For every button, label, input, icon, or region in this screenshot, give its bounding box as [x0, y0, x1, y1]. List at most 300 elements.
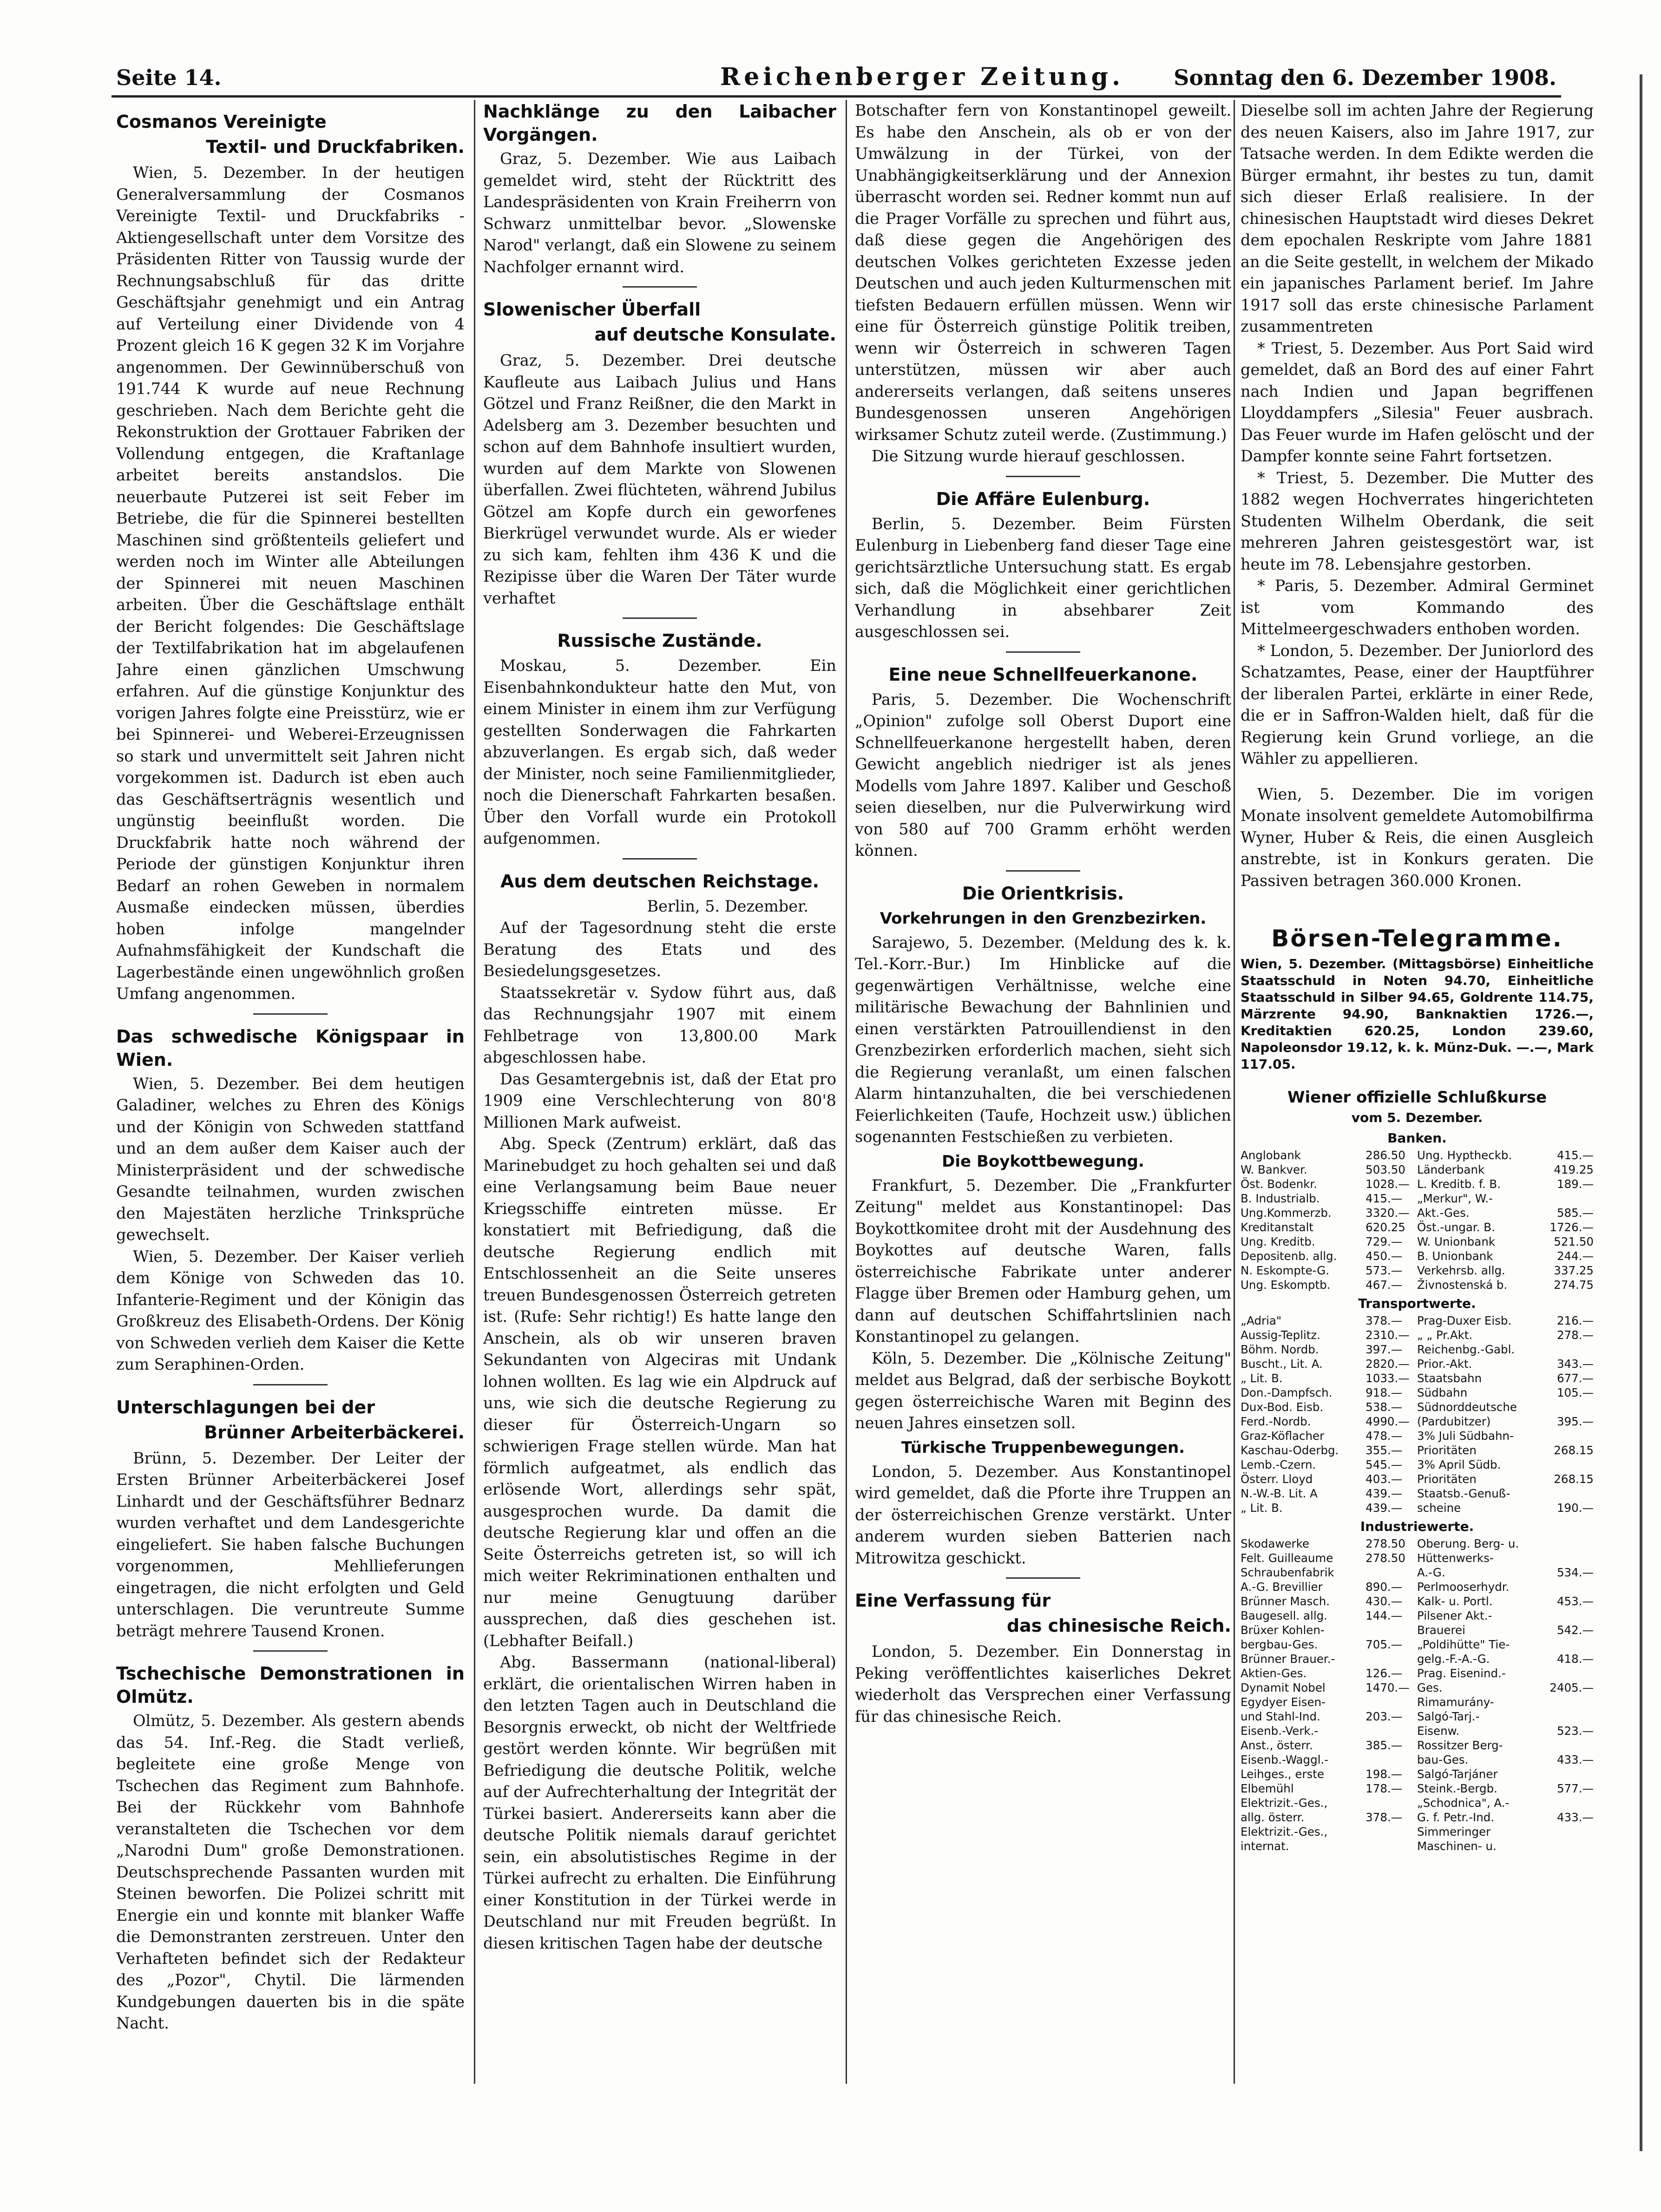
- security-price: [1542, 1580, 1594, 1594]
- security-price: 385.—: [1366, 1739, 1403, 1752]
- article-paragraph: Botschafter fern von Konstantinopel geweilt. Es habe den Anschein, als ob er von der Umwälzung in der Türkei, von der Unabhängigkeitserklärung und der Annexion überrascht worden sei. Redner kommt nun auf die Prager Vorfälle zu sprechen und führt aus, daß diese gegen die Angehörigen des deutschen Volkes gerichteten Exzesse jeden Deutschen und auch jeden Kulturmenschen mit tiefsten Bedauern erfüllen müssen. Wenn wir eine für Österreich günstige Politik treiben, wenn wir Österreich in schweren Tagen unterstützen, müssen wir aber auch andererseits verlangen, daß seitens unseres Bundesgenossen unseren Angehörigen wirksamer Schutz zuteil werde. (Zustimmung.): [855, 101, 1231, 444]
- security-name: Ung. Hyptheckb.: [1417, 1149, 1512, 1162]
- security-name: Kaschau-Oderbg.: [1241, 1444, 1339, 1457]
- article-paragraph: Berlin, 5. Dezember. Beim Fürsten Eulenburg in Liebenberg fand dieser Tage eine gerichtsärztliche Untersuchung statt. Es ergab sich, daß die Möglichkeit einer gerichtlichen Verhandlung in absehbarer Zeit ausgeschlossen sei.: [855, 514, 1231, 641]
- article-headline: Das schwedische Königspaar in Wien.: [116, 1026, 465, 1070]
- dateline: Berlin, 5. Dezember.: [647, 897, 808, 915]
- security-price: 503.50: [1366, 1163, 1405, 1176]
- security-price: 542.—: [1556, 1623, 1594, 1637]
- quote-row: [1241, 1472, 1594, 1486]
- security-name: Aussig-Teplitz.: [1241, 1328, 1321, 1342]
- security-name: Prior.-Akt.: [1417, 1357, 1472, 1371]
- security-price: 705.—: [1366, 1638, 1403, 1651]
- security-price: [1542, 1608, 1594, 1623]
- quote-row: [1241, 1486, 1594, 1501]
- article-paragraph: Abg. Bassermann (national-liberal) erklärt, die orientalischen Wirren haben in den letzten Tagen auch in Deutschland die Besorgnis erweckt, ob nicht der Weltfriede gestört werden könnte. Wir begrüßen mit Befriedigung die deutsche Politik, welche auf der Aufrechterhaltung der Integrität der Türkei basiert. Andererseits kann aber die deutsche Politik niemals darauf gerichtet sein, ein absolutistisches Regime in der Türkei aufrecht zu erhalten. Die Einführung einer Konstitution in der Türkei werde in Deutschland nur mit Freuden begrüßt. In diesen kritischen Tagen habe der deutsche: [483, 1653, 836, 1952]
- security-name: Öst. Bodenkr.: [1241, 1177, 1317, 1191]
- article-headline: Slowenischer Überfall: [483, 299, 701, 320]
- security-name: „ „ Pr.Akt.: [1417, 1328, 1473, 1342]
- security-name: 3% Juli Südbahn-: [1417, 1429, 1514, 1443]
- quote-row: [1241, 1249, 1594, 1263]
- quote-row: [1241, 1429, 1594, 1443]
- security-price: [1542, 1666, 1594, 1680]
- security-name: bergbau-Ges.: [1241, 1638, 1318, 1651]
- article-paragraph: Staatssekretär v. Sydow führt aus, daß das Rechnungsjahr 1907 mit einem Fehlbetrage von 13,800.00 Mark abgeschlossen habe.: [483, 983, 836, 1066]
- article-paragraph: Graz, 5. Dezember. Wie aus Laibach gemeldet wird, steht der Rücktritt des Landespräsidenten von Krain Freiherrn von Schwarz unmittelbar bevor. „Slowenske Narod" verlangt, daß ein Slowene zu seinem Nachfolger ernannt wird.: [483, 150, 836, 276]
- security-price: 278.50: [1366, 1551, 1405, 1565]
- security-name: Staatsbahn: [1417, 1372, 1482, 1385]
- quote-row: [1241, 1263, 1594, 1278]
- security-name: Ung. Eskomptb.: [1241, 1278, 1331, 1292]
- security-name: Brünner Brauer.-: [1241, 1652, 1335, 1666]
- article-paragraph: Dieselbe soll im achten Jahre der Regierung des neuen Kaisers, also im Jahre 1917, zur Tatsache werden. In dem Edikte werden die Bürger ermahnt, ihr bestes zu tun, damit sich dieser Erlaß realisiere. In der chinesischen Hauptstadt wird dieses Dekret dem epochalen Reskripte vom Jahre 1881 an die Seite gestellt, in welchem der Mikado ein japanisches Parlament berief. Im Jahre 1917 soll das erste chinesische Parlament zusammentreten: [1241, 101, 1594, 335]
- quote-row: [1241, 1839, 1594, 1853]
- security-name: Elektrizit.-Ges.,: [1241, 1796, 1328, 1810]
- quote-row: [1241, 1551, 1594, 1565]
- security-price: 244.—: [1556, 1249, 1594, 1263]
- security-name: Anglobank: [1241, 1149, 1301, 1162]
- security-name: internat.: [1241, 1839, 1289, 1853]
- security-name: scheine: [1417, 1501, 1461, 1515]
- quote-row: [1241, 1457, 1594, 1472]
- quote-row: [1241, 1385, 1594, 1400]
- security-name: „Merkur", W.-: [1417, 1192, 1493, 1205]
- security-name: Prioritäten: [1417, 1444, 1477, 1457]
- security-price: 585.—: [1556, 1206, 1594, 1220]
- security-name: Lemb.-Czern.: [1241, 1458, 1316, 1471]
- article-separator: [253, 1384, 328, 1385]
- bourse-title: Börsen-Telegramme.: [1271, 925, 1563, 952]
- quote-row: [1241, 1753, 1594, 1767]
- security-name: Kreditanstalt: [1241, 1221, 1313, 1234]
- quote-row: [1241, 1414, 1594, 1429]
- article-headline-line2: das chinesische Reich.: [1006, 1615, 1231, 1636]
- article-separator: [623, 858, 697, 860]
- security-price: [1366, 1695, 1417, 1709]
- security-price: 573.—: [1366, 1264, 1403, 1277]
- security-price: 467.—: [1366, 1278, 1403, 1292]
- security-price: 286.50: [1366, 1149, 1405, 1162]
- security-name: Rimamurány-: [1417, 1695, 1494, 1709]
- column-rule: [474, 100, 475, 2084]
- security-name: Ung. Kreditb.: [1241, 1235, 1315, 1248]
- security-name: Simmeringer: [1417, 1825, 1491, 1838]
- quote-row: [1241, 1796, 1594, 1810]
- article-paragraph: Brünn, 5. Dezember. Der Leiter der Ersten Brünner Arbeiterbäckerei Josef Linhardt und der Geschäftsführer Bednarz wurden verhaftet und dem Landesgerichte eingeliefert. Sie haben falsche Buchungen vorgenommen, Mehllieferungen eingetragen, die nicht erfolgten und Geld unterschlagen. Die veruntreute Summe beträgt mehrere Tausend Kronen.: [116, 1449, 465, 1640]
- article-separator: [1006, 651, 1080, 653]
- article-separator: [253, 1013, 328, 1015]
- industry-table: [1241, 1536, 1594, 1853]
- security-name: Kalk- u. Portl.: [1417, 1595, 1493, 1608]
- masthead-rule: [112, 95, 1561, 98]
- security-price: [1542, 1695, 1594, 1709]
- security-name: Eisenb.-Waggl.-: [1241, 1753, 1329, 1766]
- article-paragraph: Graz, 5. Dezember. Drei deutsche Kaufleute aus Laibach Julius und Hans Götzel und Franz Reißner, die den Markt in Adelsberg am 3. Dezember besuchten und schon auf dem Bahnhofe insultiert wurden, wurden auf dem Markte von Slowenen überfallen. Zwei flüchteten, während Jubilus Götzel am Kopfe durch ein geworfenes Bierkrügel verwundet wurde. Als er wieder zu sich kam, fehlten ihm 436 K und die Rezipisse über die Waren Der Täter wurde verhaftet: [483, 351, 836, 607]
- security-name: „ Lit. B.: [1241, 1501, 1283, 1515]
- security-price: 538.—: [1366, 1400, 1403, 1414]
- security-name: B. Unionbank: [1417, 1249, 1493, 1263]
- quote-row: [1241, 1738, 1594, 1753]
- article-paragraph: Die Sitzung wurde hierauf geschlossen.: [872, 447, 1186, 465]
- quote-row: [1241, 1443, 1594, 1457]
- security-price: 521.50: [1554, 1235, 1594, 1248]
- article-headline: Cosmanos Vereinigte: [116, 112, 327, 132]
- article-headline: Eine Verfassung für: [855, 1590, 1051, 1611]
- section-label-transport: Transportwerte.: [1358, 1296, 1476, 1311]
- security-price: 419.25: [1554, 1163, 1594, 1176]
- article-headline: Die Orientkrisis.: [962, 883, 1124, 904]
- security-name: Don.-Dampfsch.: [1241, 1386, 1333, 1399]
- security-price: 2820.—: [1366, 1357, 1410, 1371]
- security-name: Prag. Eisenind.-: [1417, 1667, 1506, 1680]
- security-price: 450.—: [1366, 1249, 1403, 1263]
- security-name: Skodawerke: [1241, 1537, 1309, 1550]
- quote-row: [1241, 1825, 1594, 1839]
- security-name: N. Eskompte-G.: [1241, 1264, 1330, 1277]
- article-paragraph: Wien, 5. Dezember. Bei dem heutigen Galadiner, welches zu Ehren des Königs und der Königin von Schweden stattfand und an dem außer dem Kaiser auch der Ministerpräsident und der schwedische Gesandte teilnahmen, wurden zwischen den Majestäten herzliche Trinksprüche gewechselt.: [116, 1074, 465, 1244]
- security-name: Leihges., erste: [1241, 1767, 1324, 1781]
- quote-row: [1241, 1162, 1594, 1177]
- security-price: 178.—: [1366, 1782, 1403, 1795]
- security-price: [1542, 1738, 1594, 1753]
- article-headline: Aus dem deutschen Reichstage.: [500, 871, 820, 892]
- article-subheadline: Die Boykottbewegung.: [942, 1152, 1144, 1171]
- article-separator: [1006, 476, 1080, 477]
- article-paragraph: Auf der Tagesordnung steht die erste Beratung des Etats und des Besiedelungsgesetzes.: [483, 919, 836, 980]
- news-item: * Triest, 5. Dezember. Die Mutter des 1882 wegen Hochverrates hingerichteten Studenten Wilhelm Oberdank, die seit mehreren Jahren geistesgestört war, ist heute im 78. Lebensjahre gestorben.: [1241, 468, 1594, 573]
- security-price: 190.—: [1556, 1501, 1594, 1515]
- article-headline: Unterschlagungen bei der: [116, 1397, 375, 1418]
- security-price: 1033.—: [1366, 1372, 1410, 1385]
- security-name: Oberung. Berg- u.: [1417, 1537, 1519, 1550]
- bourse-summary: Wien, 5. Dezember. (Mittagsbörse) Einheitliche Staatsschuld in Noten 94.70, Einheitliche Staatsschuld in Silber 94.65, Goldrente 114.75, Märzrente 94.90, Banknaktien 1726.—, Kreditaktien 620.25, London 239.60, Napoleonsdor 19.12, k. k. Münz-Duk. —.—, Mark 117.05.: [1241, 956, 1594, 1072]
- quote-row: [1241, 1342, 1594, 1357]
- quote-row: [1241, 1724, 1594, 1738]
- security-price: 189.—: [1556, 1177, 1594, 1191]
- masthead: [116, 60, 1556, 98]
- security-price: [1542, 1457, 1594, 1472]
- security-name: A.-G. Brevillier: [1241, 1580, 1323, 1594]
- security-price: [1542, 1551, 1594, 1565]
- security-name: A.-G.: [1417, 1566, 1445, 1579]
- security-price: 144.—: [1366, 1609, 1403, 1622]
- transport-table: [1241, 1313, 1594, 1515]
- quote-row: [1241, 1695, 1594, 1709]
- security-price: 395.—: [1556, 1415, 1594, 1428]
- article-paragraph: Moskau, 5. Dezember. Ein Eisenbahnkondukteur hatte den Mut, von einem Minister in einem ihm zur Verfügung gestellten Sonderwagen die Fahrkarten abzuverlangen. Es ergab sich, daß weder der Minister, noch seine Familienmitglieder, noch die Dienerschaft Fahrkarten besaßen. Über den Vorfall wurde ein Protokoll aufgenommen.: [483, 656, 836, 847]
- security-price: 534.—: [1556, 1566, 1594, 1579]
- article-separator: [1006, 1577, 1080, 1579]
- page-number: Seite 14.: [116, 65, 222, 90]
- security-price: 378.—: [1366, 1811, 1403, 1824]
- security-name: „ Lit. B.: [1241, 1372, 1283, 1385]
- security-name: Staatsb.-Genuß-: [1417, 1487, 1510, 1500]
- security-price: [1542, 1767, 1594, 1781]
- security-name: Živnostenská b.: [1417, 1278, 1508, 1292]
- quote-row: [1241, 1781, 1594, 1796]
- article-separator: [253, 1650, 328, 1652]
- quote-row: [1241, 1357, 1594, 1371]
- article-paragraph: Wien, 5. Dezember. In der heutigen Generalversammlung der Cosmanos Vereinigte Textil- und Druckfabriks - Aktiengesellschaft unter dem Vorsitze des Präsidenten Ritter von Taussig wurde der Rechnungsabschluß für das dritte Geschäftsjahr genehmigt und ein Antrag auf Verteilung einer Dividende von 4 Prozent gleich 16 K gegen 32 K im Vorjahre angenommen. Der Gewinnüberschuß von 191.744 K wurde auf neue Rechnung geschrieben. Nach dem Berichte geht die Rekonstruktion der Grottauer Fabriken der Vollendung entgegen, die Kraftanlage arbeitet bereits anstandslos. Die neuerbaute Putzerei ist seit Feber im Betriebe, die für die Spinnerei bestellten Maschinen sind größtenteils geliefert und werden noch im Winter alle Abteilungen der Spinnerei mit neuen Maschinen arbeiten. Über die Geschäftslage enthält der Bericht folgendes: Die Geschäftslage der Textilfabrikation hat im abgelaufenen Jahre einen gänzlichen Umschwung erfahren. Auf die günstige Konjunktur des vorigen Jahres folgte eine Preisstürz, wie er bei Spinnerei- und Weberei-Erzeugnissen so stark und unvermittelt seit Jahren nicht vorgekommen ist. Dadurch ist eben auch das Geschäftserträgnis wesentlich und ungünstig beeinflußt worden. Die Druckfabrik hatte noch während der Periode der günstigen Konjunktur ihren Bedarf an rohen Geweben in normalem Ausmaße eindecken müssen, überdies hoben infolge mangelnder Aufnahmsfähigkeit der Kundschaft die Lagerbestände einen ungewöhnlich großen Umfang angenommen.: [116, 164, 465, 1003]
- security-price: 453.—: [1556, 1595, 1594, 1608]
- security-price: [1366, 1724, 1417, 1738]
- security-price: [1366, 1796, 1417, 1810]
- security-price: 278.—: [1556, 1328, 1594, 1342]
- quote-row: [1241, 1313, 1594, 1328]
- security-price: [1366, 1753, 1417, 1767]
- article-paragraph: Paris, 5. Dezember. Die Wochenschrift „Opinion" zufolge soll Oberst Duport eine Schnellfeuerkanone hergestellt haben, deren Gewicht angeblich niedriger ist als jenes Modells vom Jahre 1897. Kaliber und Geschoß seien dieselben, nur die Pulverwirkung wird von 580 auf 700 Gramm erhöht werden können.: [855, 690, 1231, 860]
- security-name: G. f. Petr.-Ind.: [1417, 1811, 1495, 1824]
- security-price: 620.25: [1366, 1221, 1405, 1234]
- security-price: [1542, 1825, 1594, 1839]
- security-price: 2310.—: [1366, 1328, 1410, 1342]
- security-price: [1366, 1839, 1417, 1853]
- quote-row: [1241, 1206, 1594, 1220]
- article-separator: [623, 286, 697, 288]
- security-price: 523.—: [1556, 1724, 1594, 1738]
- security-name: Baugesell. allg.: [1241, 1609, 1327, 1622]
- security-price: 677.—: [1556, 1372, 1594, 1385]
- security-name: (Pardubitzer): [1417, 1415, 1491, 1428]
- security-price: 1028.—: [1366, 1177, 1410, 1191]
- security-name: Ferd.-Nordb.: [1241, 1415, 1311, 1428]
- quote-row: [1241, 1501, 1594, 1515]
- security-price: 274.75: [1554, 1278, 1594, 1292]
- security-price: [1542, 1429, 1594, 1443]
- security-price: [1542, 1839, 1594, 1853]
- security-price: 430.—: [1366, 1595, 1403, 1608]
- quote-row: [1241, 1371, 1594, 1385]
- column-rule: [1234, 100, 1235, 2084]
- quote-row: [1241, 1400, 1594, 1414]
- security-price: [1542, 1191, 1594, 1206]
- quote-row: [1241, 1608, 1594, 1623]
- quote-row: [1241, 1536, 1594, 1551]
- quote-row: [1241, 1623, 1594, 1637]
- quote-row: [1241, 1580, 1594, 1594]
- quote-row: [1241, 1652, 1594, 1666]
- news-item: Wien, 5. Dezember. Die im vorigen Monate insolvent gemeldete Automobilfirma Wyner, Huber & Reis, die einen Ausgleich anstrebte, ist in Konkurs geraten. Die Passiven betragen 360.000 Kronen.: [1241, 785, 1594, 890]
- security-name: N.-W.-B. Lit. A: [1241, 1487, 1318, 1500]
- security-name: W. Bankver.: [1241, 1163, 1307, 1176]
- security-price: [1542, 1796, 1594, 1810]
- article-headline-line2: Textil- und Druckfabriken.: [206, 137, 465, 157]
- article-separator: [623, 617, 697, 619]
- security-price: 918.—: [1366, 1386, 1403, 1399]
- quote-row: [1241, 1680, 1594, 1695]
- security-name: Brünner Masch.: [1241, 1595, 1330, 1608]
- security-name: L. Kreditb. f. B.: [1417, 1177, 1501, 1191]
- security-price: 890.—: [1366, 1580, 1403, 1594]
- quote-row: [1241, 1709, 1594, 1724]
- security-price: [1542, 1342, 1594, 1357]
- quote-row: [1241, 1191, 1594, 1206]
- security-name: Südnorddeutsche: [1417, 1400, 1517, 1414]
- quote-row: [1241, 1234, 1594, 1249]
- security-price: 415.—: [1366, 1192, 1403, 1205]
- security-name: Dux-Bod. Eisb.: [1241, 1400, 1324, 1414]
- security-price: 418.—: [1556, 1652, 1594, 1666]
- article-paragraph: London, 5. Dezember. Ein Donnerstag in Peking veröffentlichtes kaiserliches Dekret wiederholt das Versprechen einer Verfassung für das chinesische Reich.: [855, 1642, 1231, 1726]
- article-headline: Eine neue Schnellfeuerkanone.: [888, 664, 1198, 685]
- security-price: 3320.—: [1366, 1206, 1410, 1220]
- security-name: Elektrizit.-Ges.,: [1241, 1825, 1328, 1838]
- security-price: 433.—: [1556, 1811, 1594, 1824]
- article-paragraph: Olmütz, 5. Dezember. Als gestern abends das 54. Inf.-Reg. die Stadt verließ, begleitete eine große Menge von Tschechen das Regiment zum Bahnhofe. Bei der Rückkehr vom Bahnhofe veranstalteten die Tschechen vor dem „Narodni Dum" große Demonstrationen. Deutschsprechende Passanten wurden mit Steinen beworfen. Die Polizei schritt mit Energie ein und konnte mit blanker Waffe die Demonstranten zerstreuen. Unter den Verhafteten befindet sich der Redakteur des „Pozor", Chytil. Die lärmenden Kundgebungen dauerten bis in die späte Nacht.: [116, 1712, 465, 2032]
- security-name: Österr. Lloyd: [1241, 1472, 1313, 1486]
- security-name: Eisenb.-Verk.-: [1241, 1724, 1319, 1738]
- security-name: Brauerei: [1417, 1623, 1465, 1637]
- security-name: bau-Ges.: [1417, 1753, 1469, 1766]
- security-name: Salgó-Tarjáner: [1417, 1767, 1498, 1781]
- security-name: Perlmooserhydr.: [1417, 1580, 1510, 1594]
- article-paragraph: Das Gesamtergebnis ist, daß der Etat pro 1909 eine Verschlechterung von 80'8 Millionen Mark aufweist.: [483, 1070, 836, 1131]
- article-paragraph: Frankfurt, 5. Dezember. Die „Frankfurter Zeitung" meldet aus Konstantinopel: Das Boykottkomitee droht mit der Ausdehnung des Boykottes auf deutsche Waren, falls österreichische Fabrikate unter anderer Flagge über Bremen oder Hamburg gehen, um dann auf deutschen Schiffahrtslinien nach Konstantinopel zu gelangen.: [855, 1176, 1231, 1346]
- security-name: Schraubenfabrik: [1241, 1566, 1334, 1579]
- security-name: Pilsener Akt.-: [1417, 1609, 1492, 1622]
- security-name: Reichenbg.-Gabl.: [1417, 1343, 1515, 1356]
- security-price: [1542, 1486, 1594, 1501]
- security-price: 203.—: [1366, 1710, 1403, 1723]
- security-price: 268.15: [1554, 1444, 1594, 1457]
- column-rule: [846, 100, 847, 2084]
- security-name: Öst.-ungar. B.: [1417, 1221, 1495, 1234]
- security-name: Akt.-Ges.: [1417, 1206, 1470, 1220]
- article-headline-line2: auf deutsche Konsulate.: [594, 324, 836, 345]
- security-name: Ges.: [1417, 1681, 1443, 1694]
- security-name: W. Unionbank: [1417, 1235, 1496, 1248]
- security-name: Brüxer Kohlen-: [1241, 1623, 1325, 1637]
- security-price: 439.—: [1366, 1501, 1403, 1515]
- quote-row: [1241, 1666, 1594, 1680]
- news-item: * London, 5. Dezember. Der Juniorlord des Schatzamtes, Pease, einer der Hauptführer der liberalen Partei, erklärte in einer Rede, die er in Saffron-Walden hielt, daß für die Regierung kein Grund vorliege, an die Wähler zu appellieren.: [1241, 641, 1594, 768]
- security-name: Buscht., Lit. A.: [1241, 1357, 1323, 1371]
- article-paragraph: London, 5. Dezember. Aus Konstantinopel wird gemeldet, daß die Pforte ihre Truppen an der österreichischen Grenze verstärkt. Unter anderem wurden sieben Batterien nach Mitrowitza geschickt.: [855, 1462, 1231, 1567]
- quote-row: [1241, 1810, 1594, 1825]
- security-name: Böhm. Nordb.: [1241, 1343, 1319, 1356]
- security-price: [1542, 1637, 1594, 1652]
- security-price: [1366, 1565, 1417, 1580]
- security-price: [1366, 1825, 1417, 1839]
- news-item: * Triest, 5. Dezember. Aus Port Said wird gemeldet, daß an Bord des auf einer Fahrt nach Indien und Japan begriffenen Lloyddampfers „Silesia" Feuer ausbrach. Das Feuer wurde im Hafen gelöscht und der Dampfer konnte seine Fahrt fortsetzen.: [1241, 339, 1594, 465]
- security-price: 105.—: [1556, 1386, 1594, 1399]
- article-subheadline: Türkische Truppenbewegungen.: [901, 1438, 1185, 1457]
- security-name: Steink.-Bergb.: [1417, 1782, 1497, 1795]
- security-price: [1542, 1536, 1594, 1551]
- security-name: „Schodnica", A.-: [1417, 1796, 1510, 1810]
- security-price: 268.15: [1554, 1472, 1594, 1486]
- article-headline-line2: Brünner Arbeiterbäckerei.: [204, 1422, 465, 1443]
- security-name: Länderbank: [1417, 1163, 1485, 1176]
- security-price: 355.—: [1366, 1444, 1403, 1457]
- security-name: allg. österr.: [1241, 1811, 1305, 1824]
- security-name: Eisenw.: [1417, 1724, 1460, 1738]
- security-name: Aktien-Ges.: [1241, 1667, 1307, 1680]
- article-headline: Russische Zustände.: [557, 630, 762, 651]
- banks-table: [1241, 1148, 1594, 1292]
- article-headline: Die Affäre Eulenburg.: [936, 488, 1150, 509]
- bourse-heading: Wiener offizielle Schlußkurse: [1287, 1088, 1547, 1107]
- security-price: [1366, 1652, 1417, 1666]
- section-label-banks: Banken.: [1387, 1130, 1447, 1146]
- security-price: 433.—: [1556, 1753, 1594, 1766]
- security-price: 4990.—: [1366, 1415, 1410, 1428]
- security-name: und Stahl-Ind.: [1241, 1710, 1320, 1723]
- article-paragraph: Köln, 5. Dezember. Die „Kölnische Zeitung" meldet aus Belgrad, daß der serbische Boykott gegen österreichische Waren mit Beginn des neuen Jahres einsetzen soll.: [855, 1349, 1231, 1432]
- security-price: 478.—: [1366, 1429, 1403, 1443]
- article-separator: [1006, 870, 1080, 872]
- security-price: 343.—: [1556, 1357, 1594, 1371]
- security-price: 1470.—: [1366, 1681, 1410, 1694]
- security-price: 126.—: [1366, 1667, 1403, 1680]
- security-price: 439.—: [1366, 1487, 1403, 1500]
- quote-row: [1241, 1565, 1594, 1580]
- security-price: 577.—: [1556, 1782, 1594, 1795]
- quote-row: [1241, 1278, 1594, 1292]
- article-paragraph: Abg. Speck (Zentrum) erklärt, daß das Marinebudget zu hoch gehalten sei und daß eine Verlangsamung beim Baue neuer Kriegsschiffe eintreten müsse. Er konstatiert mit Befriedigung, daß die deutsche Regierung endlich mit Entschlossenheit an die Seite unseres treuen Bundesgenossen Österreich getreten ist. (Rufe: Sehr richtig!) Es hatte lange den Anschein, als ob wir unseren braven Sekundanten von Algeciras mit Undank lohnen wollten. Es lag wie ein Alpdruck auf uns, wie sich die deutsche Regierung zu dieser für Österreich-Ungarn so schwierigen Frage stellen würde. Man hat förmlich aufgeatmet, als endlich das erlösende Wort, allerdings sehr spät, ausgesprochen wurde. Da damit die deutsche Regierung klar und offen an die Seite Österreichs getreten ist, so will ich mich weiter Rekriminationen enthalten und nur meine Genugtuung darüber aussprechen, daß dies geschehen ist. (Lebhafter Beifall.): [483, 1135, 836, 1650]
- column-1: [116, 100, 465, 2074]
- security-name: Maschinen- u.: [1417, 1839, 1497, 1853]
- bourse-subheading: vom 5. Dezember.: [1351, 1110, 1483, 1125]
- quote-row: [1241, 1220, 1594, 1234]
- security-name: Graz-Köflacher: [1241, 1429, 1325, 1443]
- security-name: Prioritäten: [1417, 1472, 1477, 1486]
- column-3: [855, 100, 1231, 2074]
- security-price: 1726.—: [1549, 1221, 1594, 1234]
- article-headline: Tschechische Demonstrationen in Olmütz.: [116, 1663, 465, 1707]
- page-edge: [1640, 74, 1642, 2151]
- security-name: Elbemühl: [1241, 1782, 1294, 1795]
- security-name: Verkehrsb. allg.: [1417, 1264, 1505, 1277]
- quote-row: [1241, 1177, 1594, 1191]
- security-name: Rossitzer Berg-: [1417, 1739, 1503, 1752]
- security-price: 545.—: [1366, 1458, 1403, 1471]
- security-name: Hüttenwerks-: [1417, 1551, 1494, 1565]
- quote-row: [1241, 1637, 1594, 1652]
- article-headline: Nachklänge zu den Laibacher Vorgängen.: [483, 101, 836, 145]
- security-name: Südbahn: [1417, 1386, 1468, 1399]
- security-name: Ung.Kommerzb.: [1241, 1206, 1332, 1220]
- security-price: 403.—: [1366, 1472, 1403, 1486]
- news-item: * Paris, 5. Dezember. Admiral Germinet ist vom Kommando des Mittelmeergeschwaders enthoben worden.: [1241, 577, 1594, 638]
- security-name: 3% April Südb.: [1417, 1458, 1501, 1471]
- security-price: 198.—: [1366, 1767, 1403, 1781]
- security-price: 378.—: [1366, 1314, 1403, 1327]
- article-paragraph: Sarajewo, 5. Dezember. (Meldung des k. k. Tel.-Korr.-Bur.) Im Hinblicke auf die gegenwärtigen Verhältnisse, welche eine militärische Bewachung der Bahnlinien und einen verstärkten Patrouillendienst in den Grenzbezirken erforderlich machen, sieht sich die Regierung veranlaßt, um einen falschen Alarm hintanzuhalten, die bei verschiedenen Feierlichkeiten (Taufe, Hochzeit usw.) üblichen sogenannten Festschießen zu verbieten.: [855, 933, 1231, 1146]
- security-name: Depositenb. allg.: [1241, 1249, 1337, 1263]
- security-price: 278.50: [1366, 1537, 1405, 1550]
- security-price: 216.—: [1556, 1314, 1594, 1327]
- column-2: [483, 100, 836, 2074]
- security-name: gelg.-F.-A.-G.: [1417, 1652, 1490, 1666]
- security-price: 729.—: [1366, 1235, 1403, 1248]
- security-name: Anst., österr.: [1241, 1739, 1313, 1752]
- column-4: [1241, 100, 1594, 2074]
- security-price: 337.25: [1554, 1264, 1594, 1277]
- quote-row: [1241, 1148, 1594, 1162]
- quote-row: [1241, 1328, 1594, 1342]
- section-label-industry: Industriewerte.: [1360, 1519, 1474, 1534]
- security-name: Felt. Guilleaume: [1241, 1551, 1333, 1565]
- issue-date: Sonntag den 6. Dezember 1908.: [1174, 65, 1556, 90]
- security-name: „Adria": [1241, 1314, 1282, 1327]
- security-name: Salgó-Tarj.-: [1417, 1710, 1480, 1723]
- security-price: [1542, 1709, 1594, 1724]
- security-name: Prag-Duxer Eisb.: [1417, 1314, 1512, 1327]
- security-price: 415.—: [1556, 1149, 1594, 1162]
- article-subheadline: Vorkehrungen in den Grenzbezirken.: [880, 909, 1207, 928]
- security-name: B. Industrialb.: [1241, 1192, 1320, 1205]
